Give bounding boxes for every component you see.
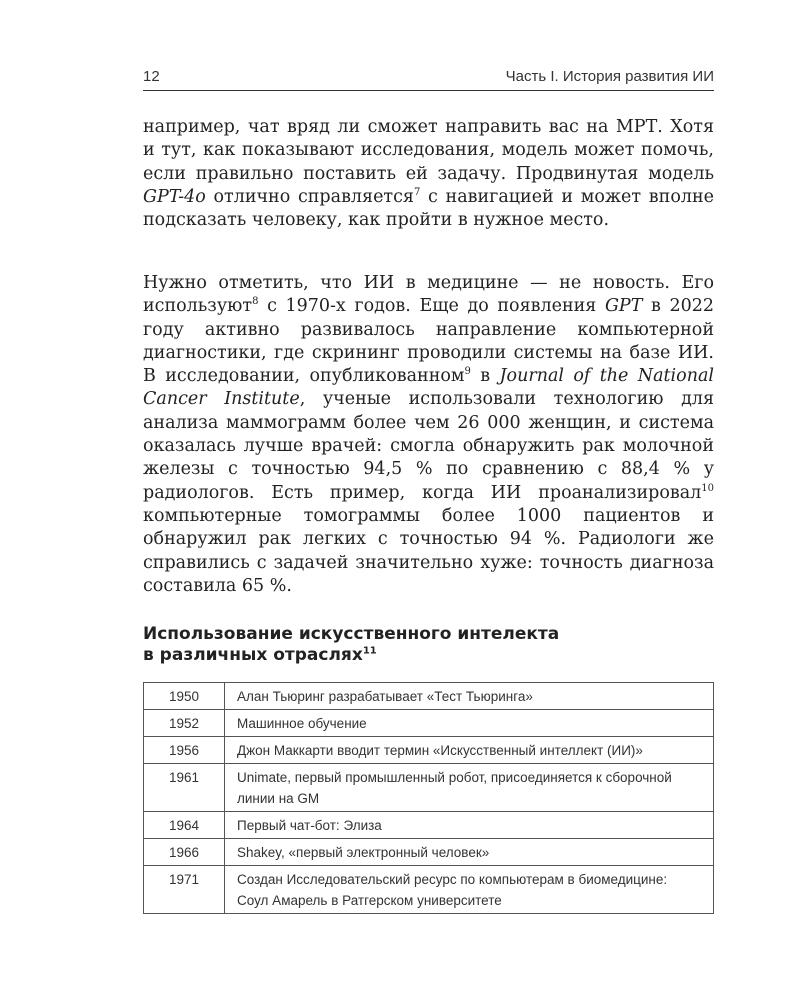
- timeline-body: [144, 683, 714, 914]
- table-row: [144, 866, 714, 914]
- year-cell: 1966: [144, 839, 225, 866]
- table-row: [144, 764, 714, 812]
- event-cell: Shakey, «первый электронный человек»: [225, 839, 714, 866]
- event-cell: Первый чат-бот: Элиза: [225, 812, 714, 839]
- text-run: в: [470, 366, 500, 387]
- footnote-ref: 10: [701, 482, 714, 494]
- body-paragraph-1: [143, 116, 714, 232]
- table-row: [144, 683, 714, 710]
- event-cell: Алан Тьюринг разрабатывает «Тест Тьюринга»: [225, 683, 714, 710]
- body-paragraph-2: [143, 272, 714, 598]
- text-run: , ученые использовали технологию для анализа маммограмм более чем 26 000 женщин, и система оказалась лучше врачей: смогла обнаружить рак молочной железы с точностью 94,5 % по сравнению с 88,4 % у радиологов. Есть пример, когда ИИ проанализировал: [143, 389, 715, 503]
- text-run: Нужно отметить, что ИИ в медицине — не новость. Его используют: [143, 273, 714, 317]
- table-title-line-1: Использование искусственного интелекта: [143, 624, 560, 644]
- year-cell: 1961: [144, 764, 225, 812]
- text-run: с 1970-х годов. Еще до появления: [258, 296, 605, 317]
- event-cell: Unimate, первый промышленный робот, присоединяется к сборочной линии на GM: [225, 764, 714, 812]
- model-name: GPT: [604, 296, 643, 317]
- table-row: [144, 812, 714, 839]
- table-row: [144, 839, 714, 866]
- footnote-ref: 11: [362, 645, 377, 657]
- footnote-ref: 8: [252, 296, 259, 308]
- event-cell: Джон Маккарти вводит термин «Искусственный интеллект (ИИ)»: [225, 737, 714, 764]
- year-cell: 1971: [144, 866, 225, 914]
- text-run: отлично справляется: [205, 186, 414, 207]
- table-title: [143, 624, 714, 666]
- journal-name: Journal of the National Cancer Institute: [143, 366, 714, 410]
- footnote-ref: 9: [464, 366, 471, 378]
- year-cell: 1950: [144, 683, 225, 710]
- text-run: в 2022 году активно развивалось направление компьютерной диагностики, где скрининг проводили системы на базе ИИ. В исследовании, опубликованном: [143, 296, 715, 387]
- text-run: компьютерные томограммы более 1000 пациентов и обнаружил рак легких с точностью 94 %. Радиологи же справились с задачей значительно хуже: точность диагноза составила 65 %.: [143, 505, 714, 596]
- ai-timeline-table: [143, 682, 714, 914]
- page-header: [143, 64, 714, 91]
- text-run: например, чат вряд ли сможет направить вас на МРТ. Хотя и тут, как показывают исследования, модель может помочь, если правильно поставить ей задачу. Продвинутая модель: [143, 117, 714, 184]
- table-title-line-2: в различных отраслях: [143, 645, 363, 665]
- table-row: [144, 737, 714, 764]
- model-name: GPT-4o: [143, 186, 206, 207]
- year-cell: 1952: [144, 710, 225, 737]
- text-run: с навигацией и может вполне подсказать человеку, как пройти в нужное место.: [143, 186, 714, 231]
- footnote-ref: 7: [413, 187, 421, 199]
- year-cell: 1964: [144, 812, 225, 839]
- year-cell: 1956: [144, 737, 225, 764]
- page-number: 12: [143, 68, 160, 85]
- running-head: Часть I. История развития ИИ: [505, 68, 714, 85]
- event-cell: Машинное обучение: [225, 710, 714, 737]
- event-cell: Создан Исследовательский ресурс по компьютерам в биомедицине: Соул Амарель в Ратгерском университете: [225, 866, 714, 914]
- table-row: [144, 710, 714, 737]
